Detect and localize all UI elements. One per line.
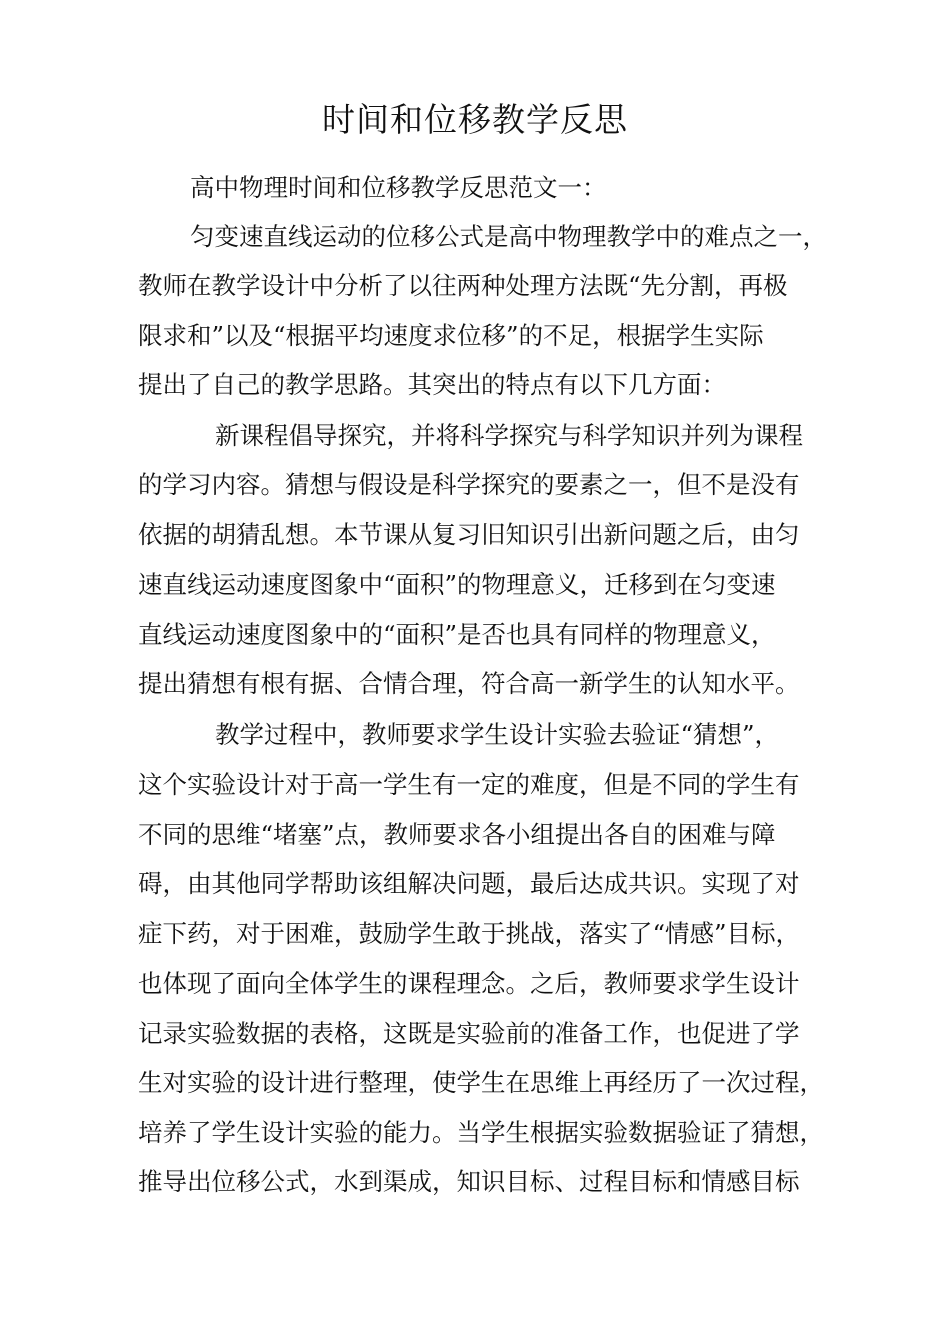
- text-line: 的学习内容。猜想与假设是科学探究的要素之一，但不是没有: [138, 470, 800, 499]
- text-line: 新课程倡导探究，并将科学探究与科学知识并列为课程: [215, 421, 803, 450]
- text-line: 提出了自己的教学思路。其突出的特点有以下几方面：: [138, 370, 726, 399]
- text-line: 速直线运动速度图象中“面积”的物理意义，迁移到在匀变速: [138, 570, 776, 599]
- text-line: 也体现了面向全体学生的课程理念。之后，教师要求学生设计: [138, 969, 800, 998]
- text-line: 直线运动速度图象中的“面积”是否也具有同样的物理意义，: [138, 620, 776, 649]
- text-line: 这个实验设计对于高一学生有一定的难度，但是不同的学生有: [138, 770, 800, 799]
- document-title: 时间和位移教学反思: [322, 100, 628, 139]
- text-line: 教师在教学设计中分析了以往两种处理方法既“先分割，再极: [138, 271, 788, 300]
- text-line: 症下药，对于困难，鼓励学生敢于挑战，落实了“情感”目标，: [138, 919, 801, 948]
- text-line: 教学过程中，教师要求学生设计实验去验证“猜想”，: [215, 720, 780, 749]
- text-line: 推导出位移公式，水到渠成，知识目标、过程目标和情感目标: [138, 1167, 800, 1196]
- text-line: 限求和”以及“根据平均速度求位移”的不足，根据学生实际: [138, 321, 764, 350]
- text-line: 培养了学生设计实验的能力。当学生根据实验数据验证了猜想，: [138, 1118, 824, 1147]
- text-line: 高中物理时间和位移教学反思范文一：: [190, 173, 607, 202]
- text-line: 匀变速直线运动的位移公式是高中物理教学中的难点之一，: [190, 222, 827, 251]
- text-line: 生对实验的设计进行整理，使学生在思维上再经历了一次过程，: [138, 1068, 824, 1097]
- text-line: 碍，由其他同学帮助该组解决问题，最后达成共识。实现了对: [138, 869, 800, 898]
- text-line: 提出猜想有根有据、合情合理，符合高一新学生的认知水平。: [138, 669, 800, 698]
- text-line: 记录实验数据的表格，这既是实验前的准备工作，也促进了学: [138, 1019, 800, 1048]
- text-line: 依据的胡猜乱想。本节课从复习旧知识引出新问题之后，由匀: [138, 520, 800, 549]
- text-line: 不同的思维“堵塞”点，教师要求各小组提出各自的困难与障: [138, 820, 776, 849]
